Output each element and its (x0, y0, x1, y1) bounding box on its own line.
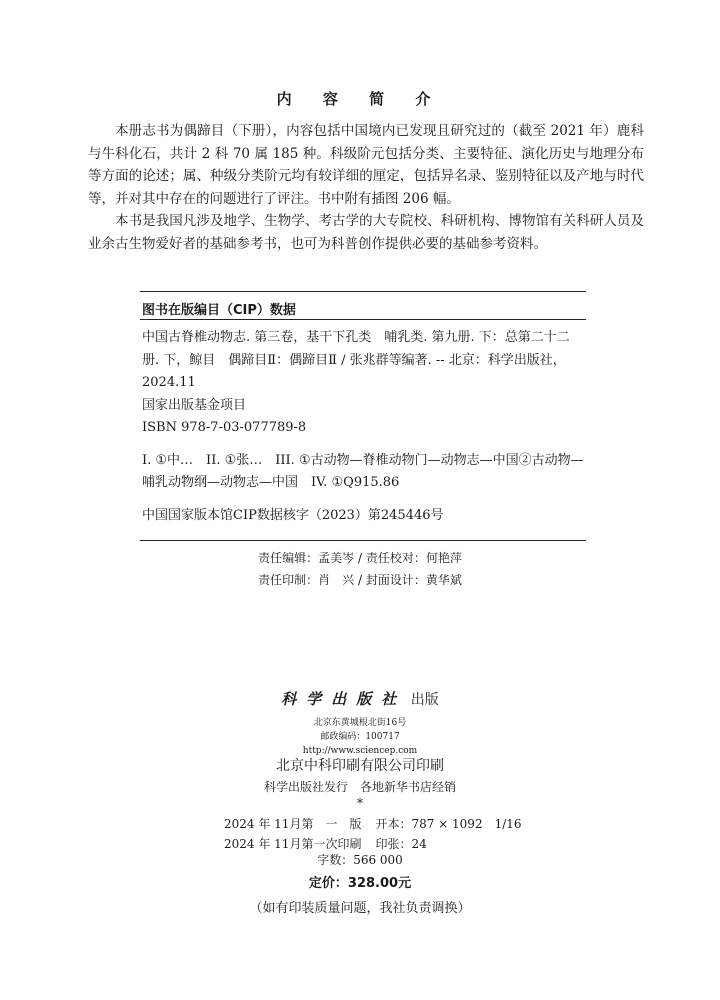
quality-notice: （如有印装质量问题，我社负责调换） (249, 901, 471, 916)
cip-core-number: 中国国家版本馆CIP数据核字（2023）第245446号 (142, 507, 444, 523)
distribution: 科学出版社发行 各地新华书店经销 (263, 780, 456, 794)
cip-heading-rule (140, 319, 586, 320)
edition-row (224, 814, 522, 834)
cip-block (142, 327, 586, 527)
book-format: 开本：787 × 1092 1/16 (375, 817, 522, 831)
summary-paragraph-2: 本书是我国凡涉及地学、生物学、考古学的大专院校、科研机构、博物馆有关科研人员及业余古生物爱好者的基础参考书，也可为科普创作提供必要的基础参考资料。 (88, 213, 644, 252)
publisher-postcode: 邮政编码：100717 (320, 732, 400, 742)
cip-classification: I. ①中… II. ①张… III. ①古动物—脊椎动物门—动物志—中国②古动物—哺乳动物纲—动物志—中国 IV. ①Q915.86 (142, 452, 584, 490)
publisher-suffix: 出版 (410, 692, 439, 708)
credits-line-2: 责任印制：肖 兴 / 封面设计：黄华斌 (258, 573, 462, 587)
publisher-url: http://www.sciencep.com (302, 746, 418, 756)
publisher-line (0, 688, 720, 709)
credits (0, 547, 720, 591)
cip-heading: 图书在版编目（CIP）数据 (142, 303, 296, 318)
separator-star: * (357, 796, 363, 810)
summary-text (88, 120, 644, 256)
publisher-address: 北京东黄城根北街16号 (313, 718, 407, 728)
edition-date: 2024 年 11月第 一 版 (224, 817, 362, 831)
page-title: 内 容 简 介 (276, 90, 444, 108)
publisher-address-block (0, 716, 720, 758)
cip-entry: 中国古脊椎动物志. 第三卷，基干下孔类 哺乳类. 第九册. 下：总第二十二册. 下，鲸目 偶蹄目Ⅱ：偶蹄目Ⅱ / 张兆群等编著. -- 北京：科学出版社，2024.11 (142, 330, 570, 390)
word-count: 字数：566 000 (317, 853, 403, 867)
publisher-logo: 科学出版社 (281, 690, 407, 708)
cip-bottom-rule (140, 540, 586, 541)
cip-top-rule (140, 291, 586, 292)
cip-project: 国家出版基金项目 (142, 397, 247, 413)
cip-isbn: ISBN 978-7-03-077789-8 (142, 420, 307, 435)
credits-line-1: 责任编辑：孟美岑 / 责任校对：何艳萍 (258, 551, 462, 565)
printer: 北京中科印刷有限公司印刷 (276, 758, 444, 774)
print-sheets: 印张：24 (375, 837, 427, 851)
summary-paragraph-1: 本册志书为偶蹄目（下册），内容包括中国境内已发现且研究过的（截至 2021 年）鹿科与牛科化石，共计 2 科 70 属 185 种。科级阶元包括分类、主要特征、演化历史与地理分布等方面的论述；属、种级分类阶元均有较详细的厘定，包括异名录、鉴别特征以及产地与时代等，并对其中存在的问题进行了评注。书中附有插图 206 幅。 (88, 123, 644, 207)
print-date: 2024 年 11月第一次印刷 (224, 837, 362, 851)
price: 定价：328.00元 (308, 876, 412, 891)
